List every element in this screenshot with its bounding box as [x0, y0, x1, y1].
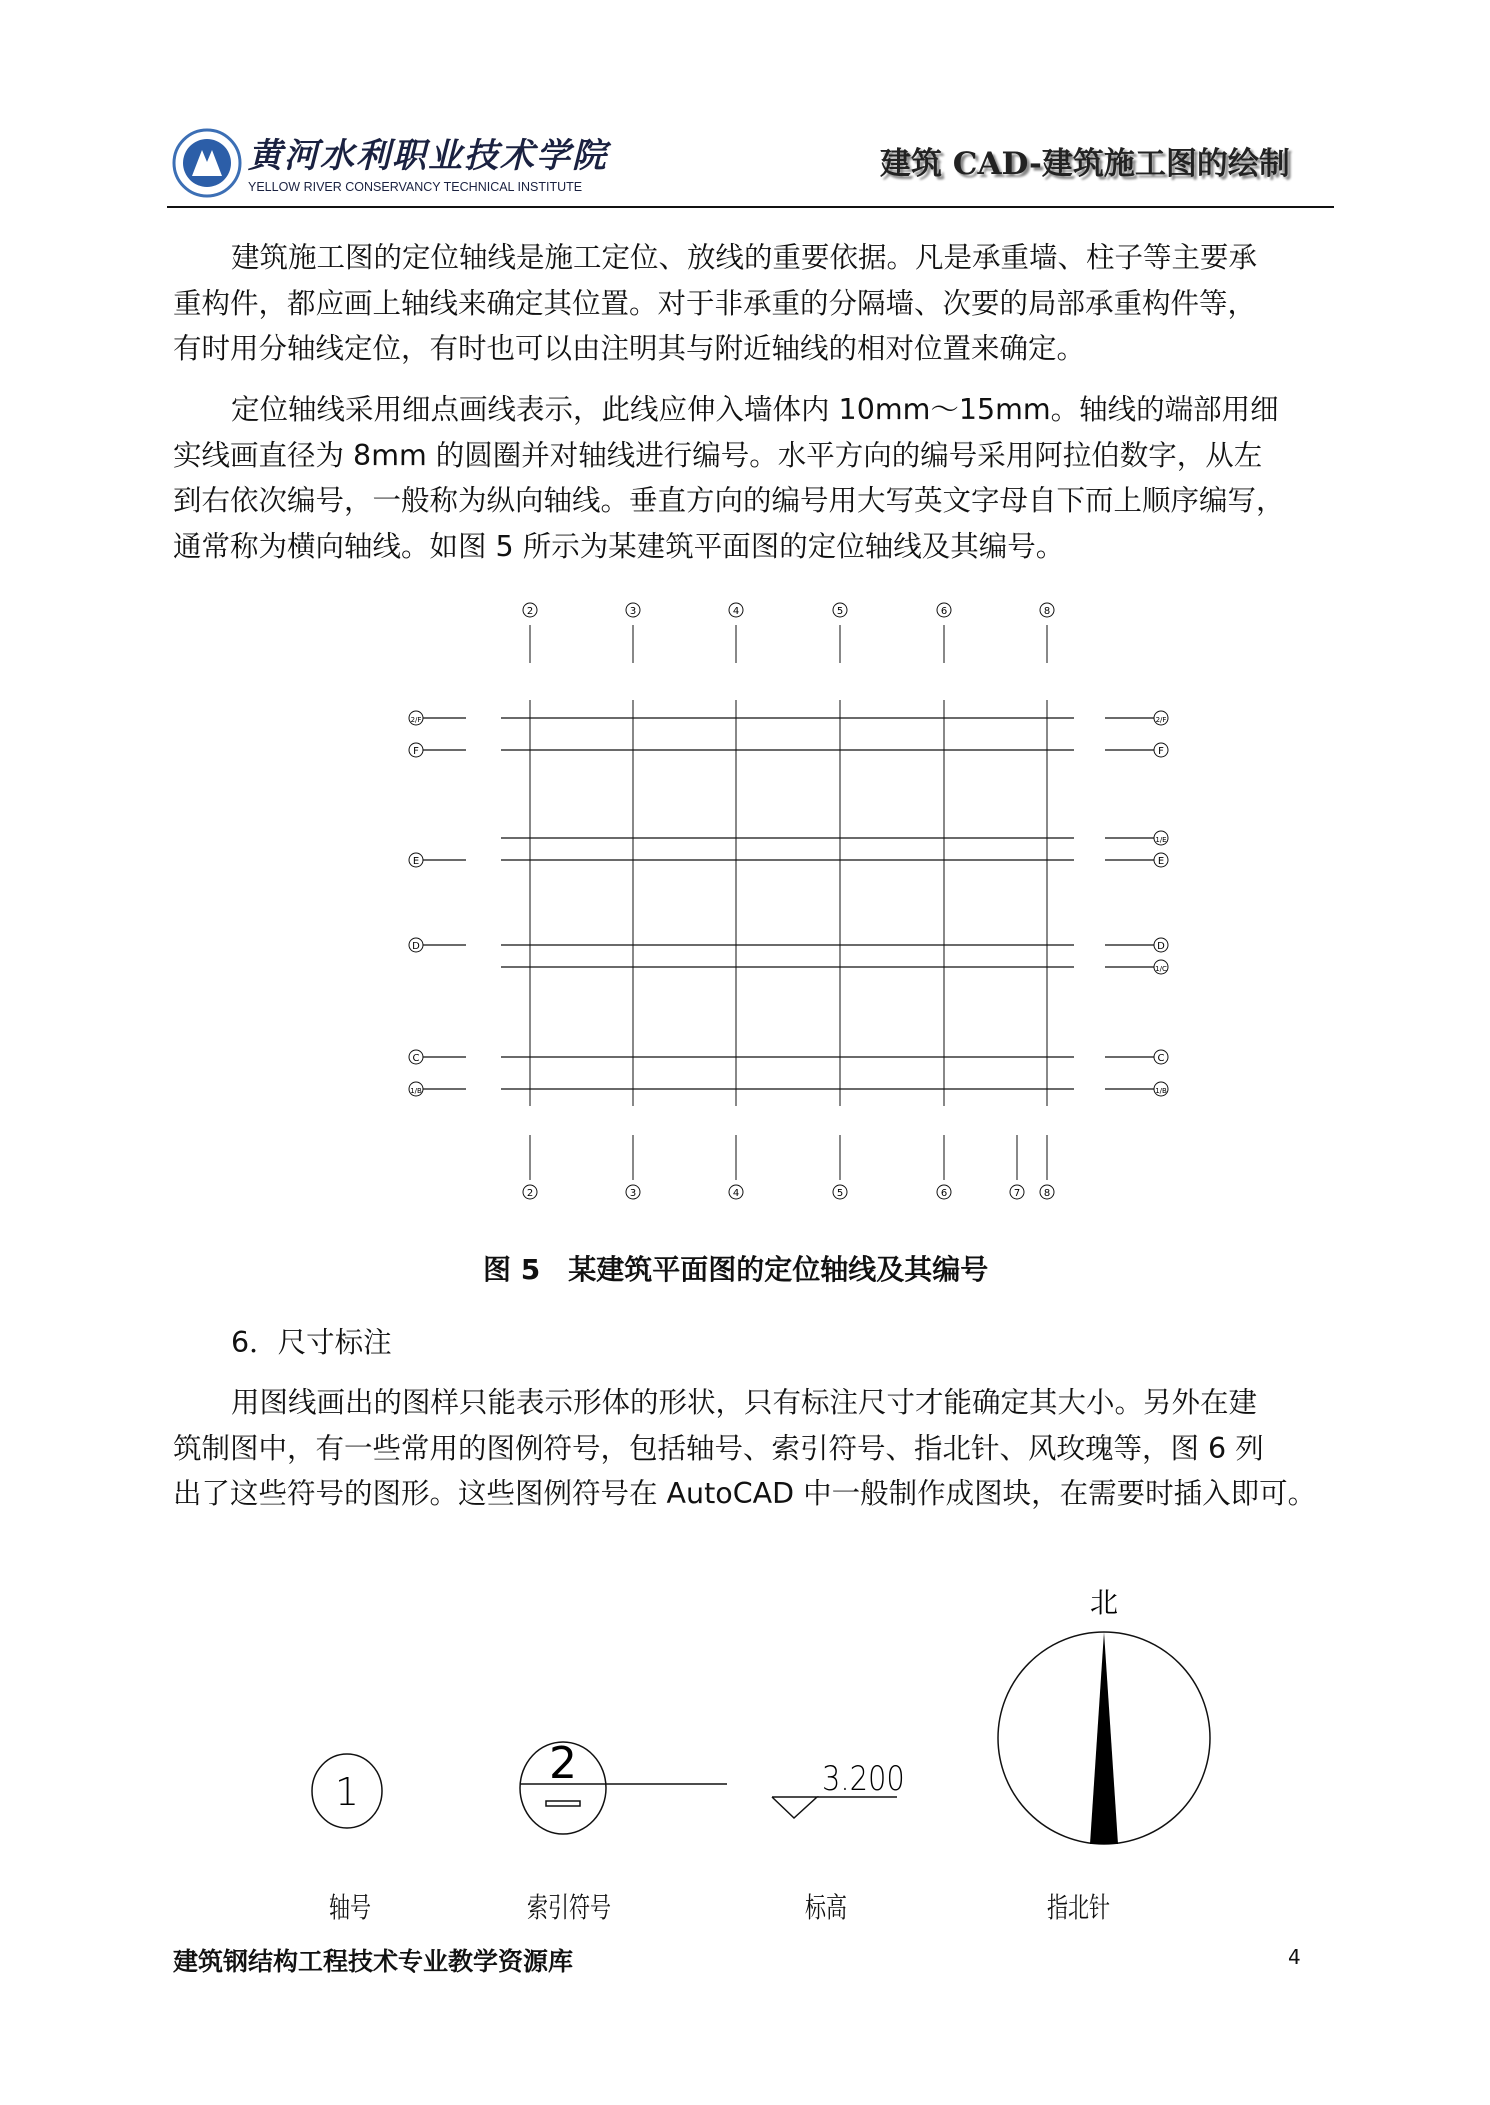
index-symbol — [520, 1738, 727, 1834]
logo-english-name: YELLOW RIVER CONSERVANCY TECHNICAL INSTITUTE — [248, 180, 583, 194]
elevation-value: 3.200 — [822, 1759, 905, 1799]
axis-number: 1 — [334, 1770, 360, 1814]
text-line: 到右依次编号，一般称为纵向轴线。垂直方向的编号用大写英文字母自下而上顺序编写， — [173, 484, 1285, 517]
figure-5-caption: 图 5 某建筑平面图的定位轴线及其编号 — [483, 1253, 989, 1286]
right-axis-bubble-label: D — [1157, 941, 1165, 952]
top-axis-bubble-label: 6 — [940, 606, 948, 617]
north-arrow-symbol — [998, 1586, 1210, 1844]
text-line: 建筑施工图的定位轴线是施工定位、放线的重要依据。凡是承重墙、柱子等主要承 — [231, 241, 1258, 274]
left-axis-bubble-label: 2/F — [410, 716, 422, 724]
top-axis-bubble-label: 3 — [629, 606, 637, 617]
text-line: 用图线画出的图样只能表示形体的形状，只有标注尺寸才能确定其大小。另外在建 — [231, 1386, 1258, 1419]
top-axis-bubble-label: 5 — [836, 606, 844, 617]
left-axis-bubble-label: 1/B — [410, 1087, 422, 1095]
label-elevation: 标高 — [805, 1891, 848, 1924]
text-line: 有时用分轴线定位，有时也可以由注明其与附近轴线的相对位置来确定。 — [173, 332, 1086, 365]
text-line: 实线画直径为 8mm 的圆圈并对轴线进行编号。水平方向的编号采用阿拉伯数字，从左 — [173, 438, 1263, 472]
top-axis-bubble-label: 8 — [1043, 606, 1051, 617]
index-dash — [546, 1801, 580, 1806]
label-axis-number: 轴号 — [329, 1891, 372, 1924]
right-axis-bubble-label: C — [1157, 1053, 1165, 1064]
left-axis-bubble-label: C — [412, 1053, 420, 1064]
right-axis-bubble-label: 2/F — [1155, 716, 1167, 724]
right-axis-bubble-label: 1/E — [1155, 836, 1167, 844]
bottom-axis-bubble-label: 4 — [732, 1188, 740, 1199]
label-north-arrow: 指北针 — [1047, 1891, 1111, 1924]
bottom-axis-bubble-label: 3 — [629, 1188, 637, 1199]
elevation-symbol — [772, 1760, 905, 1818]
bottom-axis-bubble-label: 8 — [1043, 1188, 1051, 1199]
north-label: 北 — [1089, 1586, 1119, 1619]
left-axis-bubble-label: E — [412, 856, 420, 867]
axis-number-symbol — [312, 1754, 382, 1828]
section-heading: 6．尺寸标注 — [231, 1326, 392, 1359]
header-title: 建筑 CAD-建筑施工图的绘制 — [880, 146, 1290, 182]
right-axis-bubble-label: E — [1157, 856, 1165, 867]
left-axis-bubble-label: F — [413, 746, 419, 757]
top-axis-bubble-label: 4 — [732, 606, 740, 617]
text-line: 通常称为横向轴线。如图 5 所示为某建筑平面图的定位轴线及其编号。 — [173, 529, 1065, 563]
right-axis-bubble-label: 1/C — [1155, 965, 1167, 973]
label-index-symbol: 索引符号 — [527, 1891, 612, 1924]
right-axis-bubble-label: 1/B — [1155, 1087, 1167, 1095]
bottom-axis-bubble-label: 2 — [526, 1188, 534, 1199]
text-line: 定位轴线采用细点画线表示，此线应伸入墙体内 10mm～15mm。轴线的端部用细 — [231, 393, 1279, 426]
left-axis-bubble-label: D — [412, 941, 420, 952]
text-line: 出了这些符号的图形。这些图例符号在 AutoCAD 中一般制作成图块，在需要时插入即可。 — [173, 1477, 1317, 1510]
bottom-axis-bubble-label: 6 — [940, 1188, 948, 1199]
footer-text: 建筑钢结构工程技术专业教学资源库 — [173, 1947, 574, 1976]
logo-chinese-name: 黄河水利职业技术学院 — [248, 136, 608, 176]
bottom-axis-bubble-label: 7 — [1013, 1188, 1021, 1199]
right-axis-bubble-label: F — [1158, 746, 1164, 757]
text-line: 重构件，都应画上轴线来确定其位置。对于非承重的分隔墙、次要的局部承重构件等， — [173, 286, 1257, 320]
text-line: 筑制图中，有一些常用的图例符号，包括轴号、索引符号、指北针、风玫瑰等，图 6 列 — [173, 1431, 1264, 1465]
top-axis-bubble-label: 2 — [526, 606, 534, 617]
bottom-axis-bubble-label: 5 — [836, 1188, 844, 1199]
north-needle — [1090, 1632, 1118, 1844]
page-number: 4 — [1288, 1945, 1301, 1969]
index-number: 2 — [549, 1738, 577, 1789]
